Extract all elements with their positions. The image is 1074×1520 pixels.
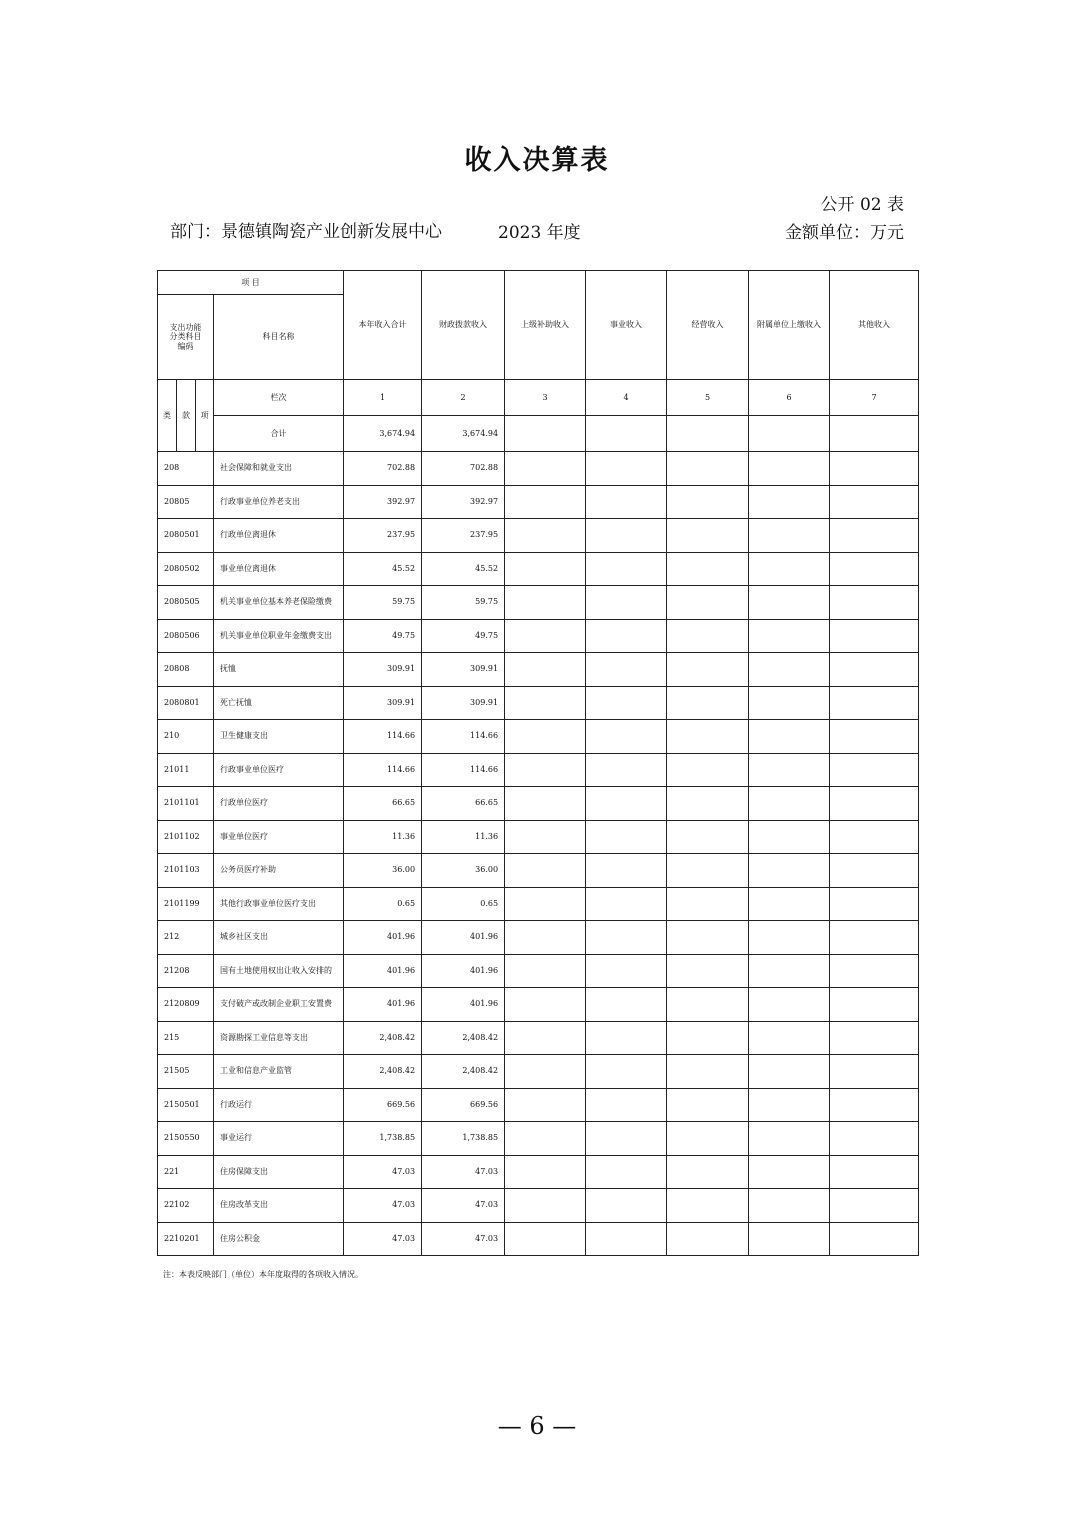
row-code: 2080506 <box>158 619 214 653</box>
table-row <box>158 519 919 553</box>
row-operating-income <box>667 1222 749 1256</box>
table-row <box>158 1021 919 1055</box>
colnum-4: 4 <box>586 380 667 416</box>
table-row <box>158 653 919 687</box>
row-code: 20805 <box>158 485 214 519</box>
fiscal-year: 2023 年度 <box>498 223 581 243</box>
table-row <box>158 887 919 921</box>
row-name: 住房公积金 <box>214 1222 344 1256</box>
row-other-income <box>830 954 919 988</box>
row-operating-income <box>667 854 749 888</box>
row-fiscal-income: 401.96 <box>422 954 505 988</box>
header-code-line-3: 编码 <box>177 341 194 351</box>
row-superior-subsidy <box>505 1055 586 1089</box>
row-other-income <box>830 485 919 519</box>
header-col-4: 事业收入 <box>586 271 667 380</box>
row-total-income: 2,408.42 <box>344 1055 422 1089</box>
row-business-income <box>586 452 667 486</box>
row-fiscal-income: 401.96 <box>422 988 505 1022</box>
table-row <box>158 954 919 988</box>
row-business-income <box>586 1155 667 1189</box>
row-operating-income <box>667 988 749 1022</box>
row-superior-subsidy <box>505 854 586 888</box>
row-code: 2150550 <box>158 1122 214 1156</box>
page-number: — 6 — <box>497 1412 577 1440</box>
row-affiliate-income <box>749 1222 830 1256</box>
row-business-income <box>586 1021 667 1055</box>
row-business-income <box>586 619 667 653</box>
row-fiscal-income: 1,738.85 <box>422 1122 505 1156</box>
table-row <box>158 1222 919 1256</box>
table-row <box>158 787 919 821</box>
row-business-income <box>586 686 667 720</box>
row-affiliate-income <box>749 1088 830 1122</box>
row-fiscal-income: 47.03 <box>422 1189 505 1223</box>
row-code: 22102 <box>158 1189 214 1223</box>
row-business-income <box>586 552 667 586</box>
row-other-income <box>830 1055 919 1089</box>
row-business-income <box>586 954 667 988</box>
row-other-income <box>830 1122 919 1156</box>
table-row <box>158 1189 919 1223</box>
total-v4 <box>586 416 667 452</box>
row-name: 公务员医疗补助 <box>214 854 344 888</box>
row-total-income: 401.96 <box>344 988 422 1022</box>
row-business-income <box>586 1088 667 1122</box>
row-affiliate-income <box>749 485 830 519</box>
total-label: 合计 <box>214 416 344 452</box>
row-operating-income <box>667 686 749 720</box>
row-code: 21011 <box>158 753 214 787</box>
row-fiscal-income: 0.65 <box>422 887 505 921</box>
row-name: 抚恤 <box>214 653 344 687</box>
row-fiscal-income: 2,408.42 <box>422 1055 505 1089</box>
row-fiscal-income: 66.65 <box>422 787 505 821</box>
row-name: 行政单位离退休 <box>214 519 344 553</box>
row-operating-income <box>667 552 749 586</box>
row-operating-income <box>667 787 749 821</box>
row-other-income <box>830 1222 919 1256</box>
row-total-income: 66.65 <box>344 787 422 821</box>
total-v7 <box>830 416 919 452</box>
total-v6 <box>749 416 830 452</box>
row-other-income <box>830 1155 919 1189</box>
colnum-1: 1 <box>344 380 422 416</box>
row-affiliate-income <box>749 753 830 787</box>
row-operating-income <box>667 519 749 553</box>
row-business-income <box>586 485 667 519</box>
row-name: 社会保障和就业支出 <box>214 452 344 486</box>
table-row <box>158 452 919 486</box>
row-fiscal-income: 309.91 <box>422 653 505 687</box>
row-superior-subsidy <box>505 653 586 687</box>
row-business-income <box>586 519 667 553</box>
row-fiscal-income: 114.66 <box>422 720 505 754</box>
row-total-income: 309.91 <box>344 686 422 720</box>
row-code: 2101101 <box>158 787 214 821</box>
row-name: 卫生健康支出 <box>214 720 344 754</box>
colnum-7: 7 <box>830 380 919 416</box>
row-affiliate-income <box>749 988 830 1022</box>
row-code: 20808 <box>158 653 214 687</box>
row-operating-income <box>667 820 749 854</box>
colnum-2: 2 <box>422 380 505 416</box>
row-total-income: 392.97 <box>344 485 422 519</box>
row-superior-subsidy <box>505 586 586 620</box>
header-col-7: 其他收入 <box>830 271 919 380</box>
row-operating-income <box>667 619 749 653</box>
row-affiliate-income <box>749 1122 830 1156</box>
row-total-income: 47.03 <box>344 1222 422 1256</box>
row-superior-subsidy <box>505 552 586 586</box>
row-fiscal-income: 47.03 <box>422 1155 505 1189</box>
row-name: 事业运行 <box>214 1122 344 1156</box>
row-total-income: 47.03 <box>344 1155 422 1189</box>
form-number: 公开 02 表 <box>820 195 904 215</box>
row-total-income: 702.88 <box>344 452 422 486</box>
row-total-income: 36.00 <box>344 854 422 888</box>
row-other-income <box>830 519 919 553</box>
row-superior-subsidy <box>505 820 586 854</box>
row-total-income: 401.96 <box>344 954 422 988</box>
row-superior-subsidy <box>505 753 586 787</box>
table-row <box>158 720 919 754</box>
total-row <box>158 416 919 452</box>
row-business-income <box>586 1222 667 1256</box>
row-superior-subsidy <box>505 1189 586 1223</box>
row-operating-income <box>667 954 749 988</box>
table-row <box>158 988 919 1022</box>
header-name-label: 科目名称 <box>214 295 344 380</box>
row-business-income <box>586 653 667 687</box>
row-business-income <box>586 586 667 620</box>
row-fiscal-income: 309.91 <box>422 686 505 720</box>
row-superior-subsidy <box>505 485 586 519</box>
row-name: 事业单位离退休 <box>214 552 344 586</box>
row-code: 2210201 <box>158 1222 214 1256</box>
row-superior-subsidy <box>505 1122 586 1156</box>
row-operating-income <box>667 1122 749 1156</box>
row-name: 支付破产或改制企业职工安置费 <box>214 988 344 1022</box>
row-affiliate-income <box>749 1021 830 1055</box>
row-name: 死亡抚恤 <box>214 686 344 720</box>
row-total-income: 1,738.85 <box>344 1122 422 1156</box>
row-name: 资源勘探工业信息等支出 <box>214 1021 344 1055</box>
row-fiscal-income: 669.56 <box>422 1088 505 1122</box>
row-superior-subsidy <box>505 887 586 921</box>
row-code: 2080505 <box>158 586 214 620</box>
row-code: 2080502 <box>158 552 214 586</box>
row-other-income <box>830 854 919 888</box>
row-business-income <box>586 753 667 787</box>
row-fiscal-income: 47.03 <box>422 1222 505 1256</box>
row-superior-subsidy <box>505 519 586 553</box>
row-superior-subsidy <box>505 954 586 988</box>
header-col-2: 财政拨款收入 <box>422 271 505 380</box>
table-row <box>158 1055 919 1089</box>
table-row <box>158 921 919 955</box>
row-superior-subsidy <box>505 921 586 955</box>
total-v3 <box>505 416 586 452</box>
row-name: 住房保障支出 <box>214 1155 344 1189</box>
row-business-income <box>586 1055 667 1089</box>
row-operating-income <box>667 887 749 921</box>
table-row <box>158 1155 919 1189</box>
row-affiliate-income <box>749 653 830 687</box>
row-total-income: 2,408.42 <box>344 1021 422 1055</box>
row-superior-subsidy <box>505 1155 586 1189</box>
row-other-income <box>830 787 919 821</box>
row-code: 21208 <box>158 954 214 988</box>
row-other-income <box>830 753 919 787</box>
row-other-income <box>830 686 919 720</box>
row-name: 机关事业单位职业年金缴费支出 <box>214 619 344 653</box>
header-project: 项 目 <box>158 271 344 295</box>
row-affiliate-income <box>749 452 830 486</box>
row-affiliate-income <box>749 1155 830 1189</box>
row-code: 212 <box>158 921 214 955</box>
page-title: 收入决算表 <box>464 145 610 176</box>
row-superior-subsidy <box>505 988 586 1022</box>
row-code: 221 <box>158 1155 214 1189</box>
table-row <box>158 820 919 854</box>
row-other-income <box>830 720 919 754</box>
row-affiliate-income <box>749 1189 830 1223</box>
table-row <box>158 1122 919 1156</box>
row-fiscal-income: 2,408.42 <box>422 1021 505 1055</box>
row-fiscal-income: 11.36 <box>422 820 505 854</box>
header-lei: 类 <box>158 380 177 452</box>
table-row <box>158 619 919 653</box>
colnum-6: 6 <box>749 380 830 416</box>
colnum-3: 3 <box>505 380 586 416</box>
row-affiliate-income <box>749 686 830 720</box>
row-affiliate-income <box>749 1055 830 1089</box>
row-name: 行政事业单位医疗 <box>214 753 344 787</box>
department-label: 部门：景德镇陶瓷产业创新发展中心 <box>170 222 442 242</box>
table-row <box>158 753 919 787</box>
row-operating-income <box>667 720 749 754</box>
row-code: 2080501 <box>158 519 214 553</box>
row-fiscal-income: 237.95 <box>422 519 505 553</box>
table-row <box>158 1088 919 1122</box>
row-business-income <box>586 887 667 921</box>
row-affiliate-income <box>749 921 830 955</box>
row-name: 工业和信息产业监管 <box>214 1055 344 1089</box>
row-name: 行政单位医疗 <box>214 787 344 821</box>
row-fiscal-income: 45.52 <box>422 552 505 586</box>
table-row <box>158 552 919 586</box>
row-name: 行政事业单位养老支出 <box>214 485 344 519</box>
row-superior-subsidy <box>505 686 586 720</box>
row-affiliate-income <box>749 887 830 921</box>
table-row <box>158 854 919 888</box>
row-business-income <box>586 787 667 821</box>
row-other-income <box>830 1189 919 1223</box>
row-code: 2101102 <box>158 820 214 854</box>
row-total-income: 49.75 <box>344 619 422 653</box>
row-name: 住房改革支出 <box>214 1189 344 1223</box>
row-affiliate-income <box>749 787 830 821</box>
row-code: 208 <box>158 452 214 486</box>
header-col-3: 上级补助收入 <box>505 271 586 380</box>
row-fiscal-income: 114.66 <box>422 753 505 787</box>
row-code: 215 <box>158 1021 214 1055</box>
row-total-income: 309.91 <box>344 653 422 687</box>
row-operating-income <box>667 485 749 519</box>
row-fiscal-income: 401.96 <box>422 921 505 955</box>
row-operating-income <box>667 1189 749 1223</box>
row-business-income <box>586 720 667 754</box>
row-code: 210 <box>158 720 214 754</box>
row-operating-income <box>667 753 749 787</box>
row-business-income <box>586 921 667 955</box>
row-fiscal-income: 702.88 <box>422 452 505 486</box>
row-business-income <box>586 1189 667 1223</box>
row-operating-income <box>667 1021 749 1055</box>
total-v2: 3,674.94 <box>422 416 505 452</box>
row-superior-subsidy <box>505 787 586 821</box>
row-affiliate-income <box>749 552 830 586</box>
row-fiscal-income: 49.75 <box>422 619 505 653</box>
row-superior-subsidy <box>505 452 586 486</box>
row-name: 机关事业单位基本养老保险缴费 <box>214 586 344 620</box>
header-kuan: 款 <box>177 380 196 452</box>
row-name: 国有土地使用权出让收入安排的 <box>214 954 344 988</box>
row-affiliate-income <box>749 820 830 854</box>
header-col-1: 本年收入合计 <box>344 271 422 380</box>
income-table <box>157 270 919 1256</box>
row-business-income <box>586 820 667 854</box>
row-affiliate-income <box>749 519 830 553</box>
row-other-income <box>830 921 919 955</box>
row-operating-income <box>667 452 749 486</box>
total-v1: 3,674.94 <box>344 416 422 452</box>
row-operating-income <box>667 1155 749 1189</box>
table-note: 注：本表反映部门（单位）本年度取得的各项收入情况。 <box>163 1270 363 1279</box>
row-other-income <box>830 552 919 586</box>
header-code-label <box>158 295 214 380</box>
row-superior-subsidy <box>505 619 586 653</box>
row-total-income: 11.36 <box>344 820 422 854</box>
header-xiang: 项 <box>196 380 214 452</box>
row-affiliate-income <box>749 854 830 888</box>
row-total-income: 59.75 <box>344 586 422 620</box>
row-fiscal-income: 59.75 <box>422 586 505 620</box>
row-total-income: 401.96 <box>344 921 422 955</box>
total-v5 <box>667 416 749 452</box>
row-superior-subsidy <box>505 1021 586 1055</box>
row-code: 2150501 <box>158 1088 214 1122</box>
row-operating-income <box>667 653 749 687</box>
row-operating-income <box>667 1088 749 1122</box>
row-name: 城乡社区支出 <box>214 921 344 955</box>
row-fiscal-income: 36.00 <box>422 854 505 888</box>
row-business-income <box>586 1122 667 1156</box>
row-name: 事业单位医疗 <box>214 820 344 854</box>
row-other-income <box>830 988 919 1022</box>
row-affiliate-income <box>749 586 830 620</box>
row-other-income <box>830 452 919 486</box>
row-total-income: 47.03 <box>344 1189 422 1223</box>
row-code: 2101199 <box>158 887 214 921</box>
row-operating-income <box>667 1055 749 1089</box>
header-col-5: 经营收入 <box>667 271 749 380</box>
row-affiliate-income <box>749 720 830 754</box>
header-col-6: 附属单位上缴收入 <box>749 271 830 380</box>
header-code-line-1: 支出功能 <box>169 322 202 332</box>
row-code: 2080801 <box>158 686 214 720</box>
row-business-income <box>586 854 667 888</box>
row-superior-subsidy <box>505 1088 586 1122</box>
row-other-income <box>830 619 919 653</box>
header-code-line-2: 分类科目 <box>169 332 202 342</box>
row-other-income <box>830 887 919 921</box>
row-affiliate-income <box>749 619 830 653</box>
row-business-income <box>586 988 667 1022</box>
row-total-income: 114.66 <box>344 720 422 754</box>
table-row <box>158 485 919 519</box>
row-code: 2120809 <box>158 988 214 1022</box>
row-other-income <box>830 1088 919 1122</box>
row-operating-income <box>667 586 749 620</box>
row-name: 行政运行 <box>214 1088 344 1122</box>
row-total-income: 237.95 <box>344 519 422 553</box>
row-fiscal-income: 392.97 <box>422 485 505 519</box>
row-total-income: 669.56 <box>344 1088 422 1122</box>
row-superior-subsidy <box>505 720 586 754</box>
row-other-income <box>830 653 919 687</box>
row-code: 21505 <box>158 1055 214 1089</box>
row-superior-subsidy <box>505 1222 586 1256</box>
row-total-income: 114.66 <box>344 753 422 787</box>
row-name: 其他行政事业单位医疗支出 <box>214 887 344 921</box>
row-affiliate-income <box>749 954 830 988</box>
table-row <box>158 686 919 720</box>
colnum-5: 5 <box>667 380 749 416</box>
colnum-label: 栏次 <box>214 380 344 416</box>
row-other-income <box>830 820 919 854</box>
row-total-income: 45.52 <box>344 552 422 586</box>
row-operating-income <box>667 921 749 955</box>
row-total-income: 0.65 <box>344 887 422 921</box>
amount-unit: 金额单位：万元 <box>785 223 904 243</box>
table-row <box>158 586 919 620</box>
row-other-income <box>830 586 919 620</box>
row-other-income <box>830 1021 919 1055</box>
row-code: 2101103 <box>158 854 214 888</box>
